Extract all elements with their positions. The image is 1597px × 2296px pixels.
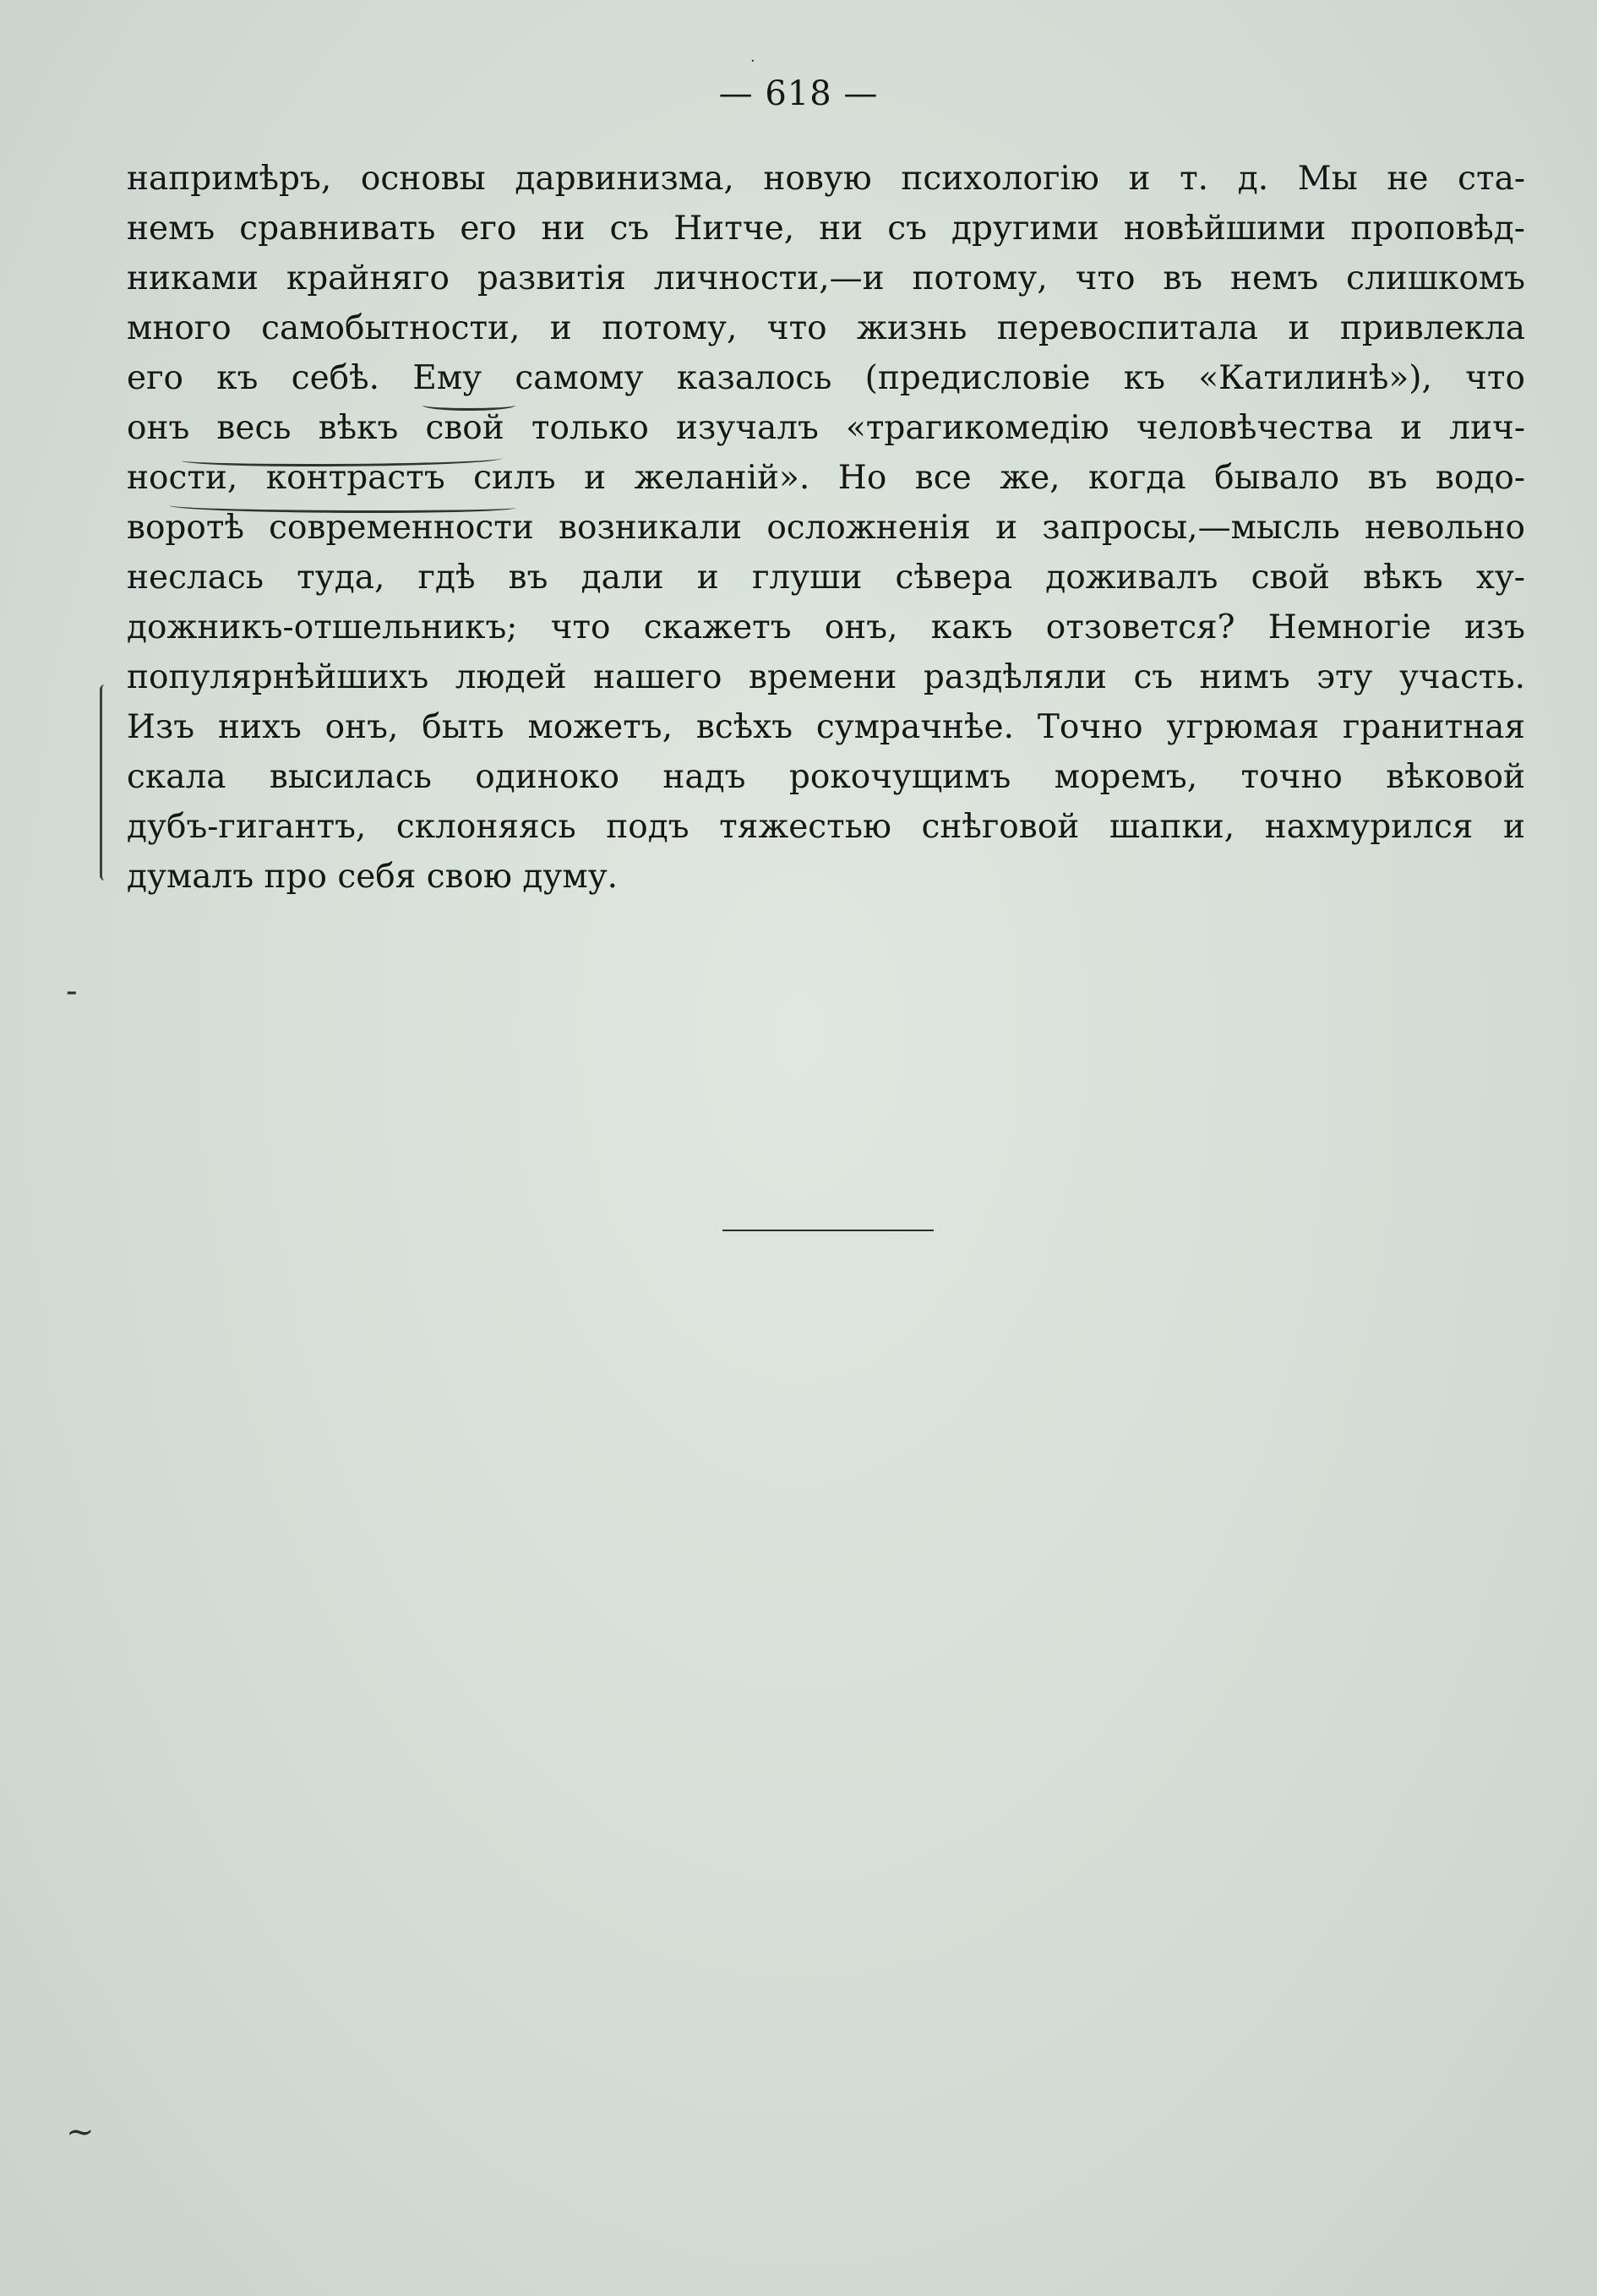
text-line: думалъ про себя свою думу.	[127, 858, 619, 896]
body-paragraph	[127, 154, 1525, 902]
pencil-underline	[422, 400, 515, 411]
text-line: никами крайняго развитія личности,—и потому, что въ немъ слишкомъ	[127, 259, 1525, 297]
text-line: ности, контрастъ силъ и желаній». Но все же, когда бывало въ водо-	[127, 459, 1525, 497]
text-line: неслась туда, гдѣ въ дали и глуши сѣвера доживалъ свой вѣкъ ху-	[127, 559, 1525, 597]
text-line: скала высилась одиноко надъ рокочущимъ моремъ, точно вѣковой	[127, 758, 1525, 796]
margin-bracket-mark	[100, 684, 111, 881]
text-line: популярнѣйшихъ людей нашего времени раздѣляли съ нимъ эту участь.	[127, 658, 1525, 696]
text-line: дубъ-гигантъ, склоняясь подъ тяжестью снѣговой шапки, нахмурился и	[127, 808, 1525, 846]
text-line: много самобытности, и потому, что жизнь перевоспитала и привлекла	[127, 309, 1525, 347]
text-line: немъ сравнивать его ни съ Нитче, ни съ другими новѣйшими проповѣд-	[127, 210, 1525, 248]
text-line: напримѣръ, основы дарвинизма, новую психологію и т. д. Мы не ста-	[127, 160, 1525, 198]
text-line: его къ себѣ. Ему самому казалось (предисловіе къ «Катилинѣ»), что	[127, 359, 1525, 397]
section-divider	[722, 1230, 934, 1231]
text-line: воротѣ современности возникали осложненія и запросы,—мысль невольно	[127, 509, 1525, 547]
page-number: — 618 —	[718, 74, 879, 113]
margin-dash-mark: -	[66, 972, 78, 1011]
text-line: онъ весь вѣкъ свой только изучалъ «трагикомедію человѣчества и лич-	[127, 409, 1525, 447]
ink-dot-mark: ·	[750, 52, 755, 70]
text-line: дожникъ-отшельникъ; что скажетъ онъ, какъ отзовется? Немногіе изъ	[127, 608, 1525, 646]
text-line: Изъ нихъ онъ, быть можетъ, всѣхъ сумрачнѣе. Точно угрюмая гранитная	[127, 708, 1525, 746]
margin-tilde-mark: ~	[66, 2113, 95, 2151]
